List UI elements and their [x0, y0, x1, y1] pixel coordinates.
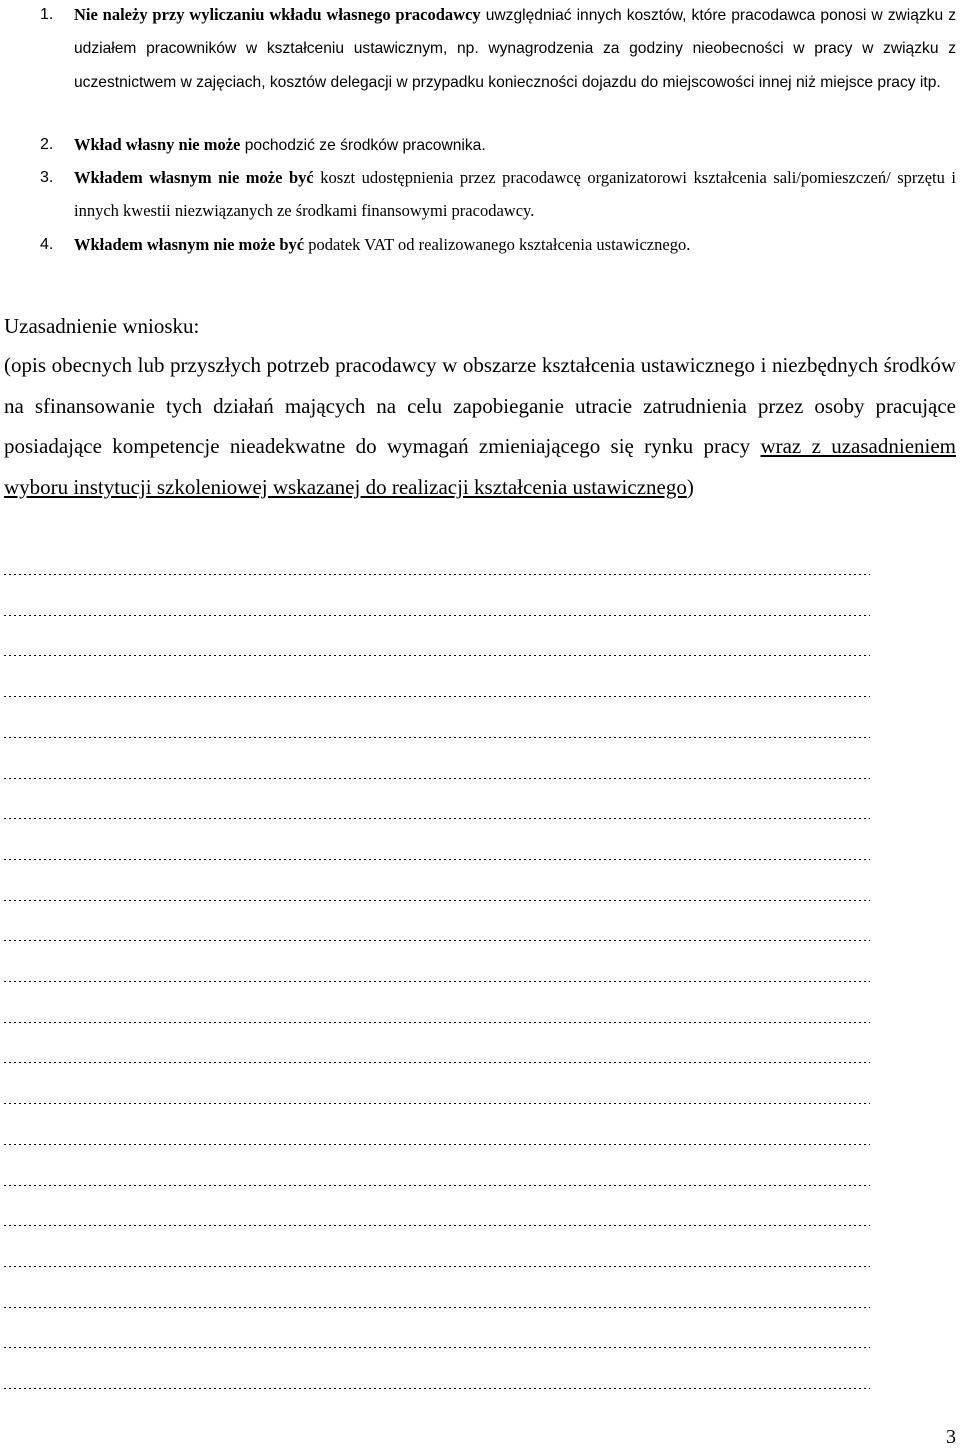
rule-number: 4.: [40, 236, 54, 253]
rule-number: 1.: [40, 6, 54, 23]
rule-bold-text: Nie należy przy wyliczaniu wkładu własnego pracodawcy: [74, 5, 481, 24]
answer-line[interactable]: [4, 737, 870, 739]
rule-text: koszt udostępnienia przez pracodawcę organizatorowi kształcenia sali/pomieszczeń/ sprzętu i innych kwestii niezwiązanych ze środkami finansowymi pracodawcy.: [74, 168, 956, 221]
answer-line[interactable]: [4, 981, 870, 983]
answer-line[interactable]: [4, 1022, 870, 1024]
rule-bold-text: Wkładem własnym nie może być: [74, 235, 305, 254]
rule-text: pochodzić ze środków pracownika.: [240, 137, 486, 154]
justification-description: [4, 345, 956, 507]
answer-line[interactable]: [4, 859, 870, 861]
answer-line[interactable]: [4, 1103, 870, 1105]
rule-number: 3.: [40, 169, 54, 186]
answer-line[interactable]: [4, 778, 870, 780]
answer-line[interactable]: [4, 1185, 870, 1187]
answer-line[interactable]: [4, 1347, 870, 1349]
rule-item-1: [40, 0, 956, 99]
justification-title: Uzasadnienie wniosku:: [4, 314, 200, 338]
justification-closing: ): [686, 474, 694, 499]
answer-line[interactable]: [4, 818, 870, 820]
answer-line[interactable]: [4, 615, 870, 617]
rule-number: 2.: [40, 136, 54, 153]
answer-line[interactable]: [4, 1307, 870, 1309]
justification-underlined-text: wraz z uzasadnieniem wyboru instytucji szkoleniowej wskazanej do realizacji kształcenia ustawicznego: [4, 434, 957, 499]
answer-line[interactable]: [4, 655, 870, 657]
answer-line[interactable]: [4, 900, 870, 902]
rule-item-4: [40, 228, 956, 261]
rule-text: uwzględniać innych kosztów, które pracodawca ponosi w związku z udziałem pracowników w kształceniu ustawicznym, np. wynagrodzenia za godziny nieobecności w pracy w związku z uczestnictwem w zajęciach, kosztów delegacji w przypadku konieczności dojazdu do miejscowości innej niż miejsce pracy itp.: [74, 7, 956, 91]
rule-text: podatek VAT od realizowanego kształcenia ustawicznego.: [304, 235, 691, 254]
justification-section: [4, 307, 956, 507]
answer-line[interactable]: [4, 696, 870, 698]
answer-line[interactable]: [4, 940, 870, 942]
rule-item-2: [40, 128, 956, 162]
answer-line[interactable]: [4, 1388, 870, 1390]
answer-line[interactable]: [4, 1225, 870, 1227]
rule-bold-text: Wkładem własnym nie może być: [74, 168, 314, 187]
answer-line[interactable]: [4, 1062, 870, 1064]
justification-body-text: (opis obecnych lub przyszłych potrzeb pracodawcy w obszarze kształcenia ustawicznego i niezbędnych środków na sfinansowanie tych działań mających na celu zapobieganie utracie zatrudnienia przez osoby pracujące posiadające kompetencje nieadekwatne do wymagań zmieniającego się rynku pracy: [4, 353, 956, 458]
answer-line[interactable]: [4, 1266, 870, 1268]
answer-line[interactable]: [4, 1144, 870, 1146]
rule-item-3: [40, 161, 956, 228]
answer-line[interactable]: [4, 574, 870, 576]
page-number: 3: [946, 1426, 956, 1448]
rule-bold-text: Wkład własny nie może: [74, 135, 241, 154]
